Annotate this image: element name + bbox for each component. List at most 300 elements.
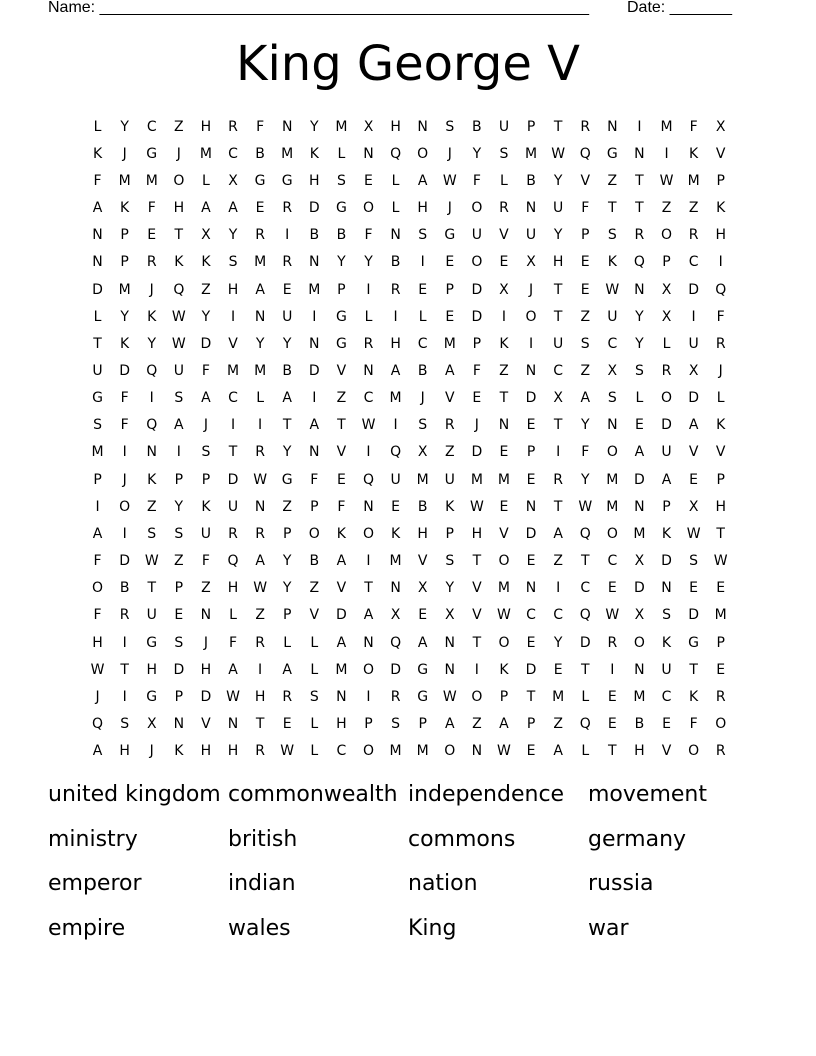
grid-cell: S <box>607 227 617 244</box>
grid-cell: N <box>336 688 347 705</box>
grid-cell: X <box>526 254 536 271</box>
grid-cell: W <box>253 471 268 488</box>
grid-cell: Y <box>120 118 129 135</box>
grid-cell: V <box>499 525 509 542</box>
grid-cell: T <box>553 281 563 298</box>
grid-cell: E <box>147 227 157 244</box>
grid-cell: C <box>417 335 428 352</box>
grid-cell: R <box>255 227 265 244</box>
grid-cell: N <box>634 145 645 162</box>
grid-cell: Y <box>282 580 292 597</box>
grid-cell: O <box>417 145 429 162</box>
grid-cell: H <box>471 525 483 542</box>
grid-cell: H <box>227 743 239 760</box>
grid-cell: E <box>526 553 536 570</box>
grid-cell: M <box>199 145 212 162</box>
grid-cell: F <box>689 118 698 135</box>
grid-cell: G <box>444 227 456 244</box>
word-row <box>48 867 768 912</box>
grid-cell: F <box>120 390 129 407</box>
grid-cell: A <box>580 390 591 407</box>
word-list-item: movement <box>588 782 707 807</box>
grid-cell: P <box>282 525 292 542</box>
grid-cell: W <box>551 145 566 162</box>
grid-cell: L <box>581 688 590 705</box>
grid-cell: A <box>201 200 211 217</box>
grid-cell: I <box>258 661 263 678</box>
grid-row <box>84 439 734 466</box>
grid-cell: G <box>281 172 293 189</box>
grid-cell: I <box>122 444 127 461</box>
grid-cell: I <box>366 444 371 461</box>
grid-cell: V <box>201 716 211 733</box>
grid-cell: T <box>526 688 536 705</box>
grid-cell: D <box>336 607 347 624</box>
grid-cell: H <box>146 661 157 678</box>
grid-cell: P <box>472 335 482 352</box>
grid-cell: E <box>580 254 590 271</box>
grid-cell: H <box>227 580 239 597</box>
grid-cell: M <box>389 553 402 570</box>
grid-cell: T <box>120 661 129 678</box>
grid-cell: R <box>119 607 130 624</box>
grid-cell: K <box>309 145 319 162</box>
grid-cell: Y <box>147 335 157 352</box>
grid-cell: Z <box>336 390 347 407</box>
grid-cell: W <box>605 281 620 298</box>
grid-cell: S <box>309 688 319 705</box>
grid-cell: G <box>417 661 429 678</box>
grid-cell: P <box>716 634 725 651</box>
grid-cell: B <box>282 362 292 379</box>
grid-cell: N <box>363 362 374 379</box>
grid-cell: D <box>579 634 591 651</box>
grid-cell: I <box>176 444 181 461</box>
grid-cell: E <box>174 607 184 624</box>
grid-cell: Z <box>282 498 292 515</box>
grid-cell: Z <box>661 200 672 217</box>
grid-row <box>84 548 734 575</box>
grid-cell: I <box>149 390 154 407</box>
grid-cell: T <box>635 172 644 189</box>
grid-cell: A <box>282 661 292 678</box>
grid-cell: R <box>390 688 401 705</box>
grid-cell: B <box>309 227 320 244</box>
grid-cell: T <box>553 417 563 434</box>
grid-cell: E <box>445 308 455 325</box>
grid-cell: P <box>445 281 454 298</box>
grid-cell: M <box>552 688 565 705</box>
grid-cell: Y <box>120 308 129 325</box>
grid-cell: M <box>308 281 321 298</box>
grid-cell: O <box>715 716 727 733</box>
grid-cell: O <box>498 634 510 651</box>
date-field-label: Date: _______ <box>627 0 732 16</box>
grid-cell: N <box>444 634 455 651</box>
grid-cell: O <box>362 200 374 217</box>
grid-cell: Y <box>282 444 292 461</box>
grid-cell: W <box>497 743 511 760</box>
grid-cell: H <box>200 118 212 135</box>
grid-cell: Z <box>201 580 211 597</box>
grid-cell: I <box>610 661 615 678</box>
grid-cell: T <box>608 743 617 760</box>
grid-cell: D <box>688 281 699 298</box>
grid-cell: N <box>661 580 672 597</box>
grid-row <box>84 466 734 493</box>
grid-cell: D <box>92 281 103 298</box>
grid-cell: U <box>688 335 699 352</box>
grid-cell: T <box>147 580 157 597</box>
grid-cell: F <box>201 553 210 570</box>
word-list <box>48 778 768 957</box>
grid-cell: S <box>580 335 590 352</box>
grid-cell: Z <box>553 553 563 570</box>
grid-cell: M <box>714 607 727 624</box>
grid-cell: U <box>553 200 564 217</box>
grid-cell: L <box>310 716 319 733</box>
grid-cell: E <box>716 661 726 678</box>
grid-cell: P <box>120 227 129 244</box>
grid-cell: H <box>119 743 130 760</box>
grid-cell: M <box>606 498 619 515</box>
grid-cell: F <box>228 634 238 651</box>
grid-cell: S <box>120 716 130 733</box>
grid-cell: N <box>227 716 239 733</box>
grid-cell: N <box>173 716 185 733</box>
grid-cell: M <box>443 335 456 352</box>
grid-cell: C <box>336 743 347 760</box>
grid-cell: N <box>92 227 103 244</box>
grid-cell: D <box>661 417 672 434</box>
grid-cell: G <box>254 172 266 189</box>
grid-cell: S <box>418 417 428 434</box>
grid-cell: J <box>447 145 452 162</box>
grid-cell: G <box>688 634 700 651</box>
grid-cell: L <box>310 634 319 651</box>
word-row <box>48 912 768 957</box>
header-line <box>48 0 748 21</box>
grid-cell: I <box>501 308 507 325</box>
grid-cell: H <box>173 200 185 217</box>
grid-cell: I <box>393 308 398 325</box>
grid-cell: U <box>553 335 564 352</box>
grid-cell: R <box>255 743 265 760</box>
grid-cell: E <box>689 580 699 597</box>
grid-cell: F <box>472 172 481 189</box>
grid-cell: S <box>634 362 644 379</box>
grid-cell: Z <box>309 580 320 597</box>
grid-cell: T <box>580 553 590 570</box>
grid-cell: O <box>92 580 104 597</box>
grid-cell: E <box>282 716 292 733</box>
grid-cell: E <box>391 498 400 515</box>
grid-cell: T <box>337 417 346 434</box>
grid-cell: F <box>581 200 590 217</box>
grid-cell: K <box>147 308 157 325</box>
name-field-label: Name: _______________________________________________________ <box>48 0 589 16</box>
grid-cell: L <box>310 743 319 760</box>
grid-cell: D <box>119 362 131 379</box>
grid-cell: X <box>715 118 726 135</box>
grid-cell: O <box>444 743 456 760</box>
grid-cell: N <box>525 362 537 379</box>
grid-cell: D <box>308 362 320 379</box>
grid-cell: X <box>634 553 645 570</box>
grid-cell: C <box>146 118 157 135</box>
grid-cell: Y <box>445 580 455 597</box>
grid-cell: G <box>335 335 347 352</box>
grid-cell: U <box>607 308 618 325</box>
grid-cell: M <box>254 362 267 379</box>
grid-cell: K <box>716 417 726 434</box>
grid-cell: O <box>362 743 374 760</box>
grid-cell: B <box>309 553 320 570</box>
grid-cell: T <box>689 661 698 678</box>
grid-cell: E <box>607 688 617 705</box>
grid-cell: R <box>255 525 265 542</box>
grid-cell: X <box>688 362 699 379</box>
grid-cell: V <box>444 390 455 407</box>
grid-cell: T <box>174 227 184 244</box>
grid-cell: G <box>146 634 158 651</box>
grid-cell: N <box>417 118 428 135</box>
grid-cell: A <box>417 172 428 189</box>
grid-cell: R <box>715 688 726 705</box>
grid-cell: I <box>258 417 263 434</box>
grid-cell: X <box>661 308 672 325</box>
word-list-item: commons <box>408 826 516 852</box>
grid-cell: E <box>716 580 726 597</box>
grid-cell: R <box>228 525 238 542</box>
grid-cell: E <box>526 417 536 434</box>
grid-cell: U <box>444 471 455 488</box>
grid-cell: Z <box>553 716 563 733</box>
grid-cell: W <box>226 688 240 705</box>
grid-cell: I <box>285 227 290 244</box>
grid-cell: X <box>607 362 618 379</box>
grid-cell: F <box>364 227 373 244</box>
grid-cell: H <box>336 716 347 733</box>
grid-cell: Y <box>228 227 238 244</box>
grid-cell: D <box>525 390 537 407</box>
grid-cell: R <box>553 471 563 488</box>
grid-cell: G <box>146 688 158 705</box>
grid-cell: F <box>256 118 265 135</box>
grid-cell: N <box>309 254 320 271</box>
grid-cell: U <box>282 308 293 325</box>
grid-cell: S <box>445 553 455 570</box>
grid-cell: L <box>337 145 346 162</box>
grid-cell: E <box>553 661 563 678</box>
grid-cell: M <box>470 471 483 488</box>
grid-cell: N <box>390 580 401 597</box>
grid-row <box>84 683 734 710</box>
grid-cell: E <box>418 281 428 298</box>
word-list-item: commonwealth <box>228 782 398 807</box>
grid-cell: V <box>661 743 672 760</box>
grid-cell: F <box>120 417 129 434</box>
grid-cell: P <box>174 580 184 597</box>
grid-cell: C <box>607 335 618 352</box>
grid-cell: D <box>471 281 483 298</box>
grid-cell: I <box>230 308 236 325</box>
grid-cell: V <box>336 362 347 379</box>
grid-cell: I <box>420 254 425 271</box>
grid-cell: T <box>228 444 238 461</box>
grid-cell: F <box>147 200 156 217</box>
grid-cell: X <box>417 580 428 597</box>
grid-cell: J <box>95 688 100 705</box>
grid-cell: K <box>445 498 455 515</box>
grid-cell: Z <box>255 607 265 624</box>
grid-cell: I <box>230 417 236 434</box>
grid-cell: R <box>688 227 699 244</box>
grid-cell: Y <box>553 172 563 189</box>
grid-cell: B <box>336 227 347 244</box>
grid-cell: P <box>581 227 590 244</box>
grid-cell: W <box>171 308 186 325</box>
grid-cell: X <box>661 281 672 298</box>
grid-cell: M <box>660 118 673 135</box>
grid-cell: O <box>688 743 700 760</box>
grid-cell: V <box>472 607 482 624</box>
word-row <box>48 778 768 823</box>
grid-cell: J <box>420 390 425 407</box>
grid-cell: A <box>174 417 184 434</box>
grid-cell: D <box>525 661 537 678</box>
grid-cell: O <box>308 525 320 542</box>
grid-cell: J <box>203 634 208 651</box>
grid-cell: Q <box>390 145 402 162</box>
grid-cell: K <box>201 254 211 271</box>
grid-cell: C <box>553 362 564 379</box>
grid-cell: H <box>417 525 428 542</box>
grid-cell: E <box>662 716 671 733</box>
grid-cell: O <box>525 308 537 325</box>
grid-cell: M <box>226 362 240 379</box>
grid-cell: A <box>92 743 103 760</box>
grid-cell: N <box>525 580 537 597</box>
grid-cell: W <box>442 172 457 189</box>
grid-row <box>84 602 734 629</box>
grid-cell: T <box>608 200 617 217</box>
grid-cell: M <box>525 145 538 162</box>
grid-cell: A <box>228 661 238 678</box>
grid-cell: U <box>390 471 401 488</box>
grid-cell: F <box>472 362 481 379</box>
grid-cell: N <box>634 661 645 678</box>
grid-cell: S <box>391 716 401 733</box>
grid-cell: N <box>200 607 212 624</box>
grid-cell: E <box>255 200 265 217</box>
grid-cell: K <box>661 634 672 651</box>
grid-cell: I <box>312 308 317 325</box>
grid-cell: G <box>146 145 158 162</box>
grid-cell: E <box>526 743 536 760</box>
grid-cell: H <box>417 200 428 217</box>
grid-cell: C <box>688 254 699 271</box>
grid-cell: O <box>471 254 483 271</box>
grid-cell: R <box>255 444 265 461</box>
grid-cell: H <box>390 118 401 135</box>
grid-cell: R <box>661 362 672 379</box>
grid-cell: I <box>393 417 398 434</box>
grid-cell: O <box>606 444 618 461</box>
grid-cell: F <box>689 716 698 733</box>
grid-row <box>84 222 734 249</box>
grid-cell: L <box>500 172 508 189</box>
word-list-item: war <box>588 916 629 942</box>
grid-cell: D <box>173 661 185 678</box>
grid-cell: U <box>471 227 482 244</box>
grid-cell: Y <box>635 308 644 325</box>
grid-cell: O <box>119 498 131 515</box>
grid-cell: N <box>254 308 266 325</box>
grid-cell: P <box>120 254 129 271</box>
grid-cell: N <box>363 634 374 651</box>
grid-cell: H <box>634 743 645 760</box>
grid-cell: X <box>201 227 211 244</box>
grid-row <box>84 520 734 547</box>
grid-cell: V <box>715 444 726 461</box>
grid-cell: I <box>366 688 371 705</box>
grid-cell: E <box>364 172 373 189</box>
grid-cell: P <box>310 498 319 515</box>
grid-cell: T <box>553 498 563 515</box>
grid-cell: P <box>174 688 184 705</box>
grid-cell: M <box>687 172 700 189</box>
grid-cell: B <box>255 145 265 162</box>
grid-cell: B <box>526 172 536 189</box>
grid-cell: R <box>255 634 265 651</box>
grid-cell: D <box>634 471 645 488</box>
grid-cell: Q <box>146 417 158 434</box>
grid-cell: S <box>201 444 211 461</box>
word-list-item: ministry <box>48 826 138 852</box>
grid-cell: T <box>282 417 292 434</box>
grid-cell: S <box>662 607 671 624</box>
grid-cell: J <box>474 417 479 434</box>
grid-cell: T <box>364 580 373 597</box>
grid-cell: E <box>445 254 455 271</box>
grid-cell: Z <box>580 308 591 325</box>
grid-cell: E <box>499 498 509 515</box>
grid-row <box>84 357 734 384</box>
grid-cell: J <box>528 281 534 298</box>
grid-cell: M <box>281 145 294 162</box>
grid-cell: Z <box>146 498 157 515</box>
grid-cell: N <box>607 417 618 434</box>
grid-row <box>84 710 734 737</box>
grid-cell: Y <box>201 308 211 325</box>
grid-cell: O <box>633 634 645 651</box>
grid-cell: W <box>442 688 457 705</box>
grid-cell: R <box>228 118 238 135</box>
grid-cell: A <box>336 553 347 570</box>
grid-cell: K <box>147 471 157 488</box>
word-list-item: independence <box>408 782 565 807</box>
grid-cell: N <box>309 444 320 461</box>
grid-cell: Y <box>282 335 292 352</box>
grid-cell: Y <box>337 254 346 271</box>
grid-cell: W <box>280 743 295 760</box>
grid-cell: D <box>471 444 483 461</box>
grid-cell: C <box>363 390 374 407</box>
grid-cell: K <box>120 335 130 352</box>
grid-cell: O <box>173 172 185 189</box>
grid-cell: R <box>282 688 293 705</box>
